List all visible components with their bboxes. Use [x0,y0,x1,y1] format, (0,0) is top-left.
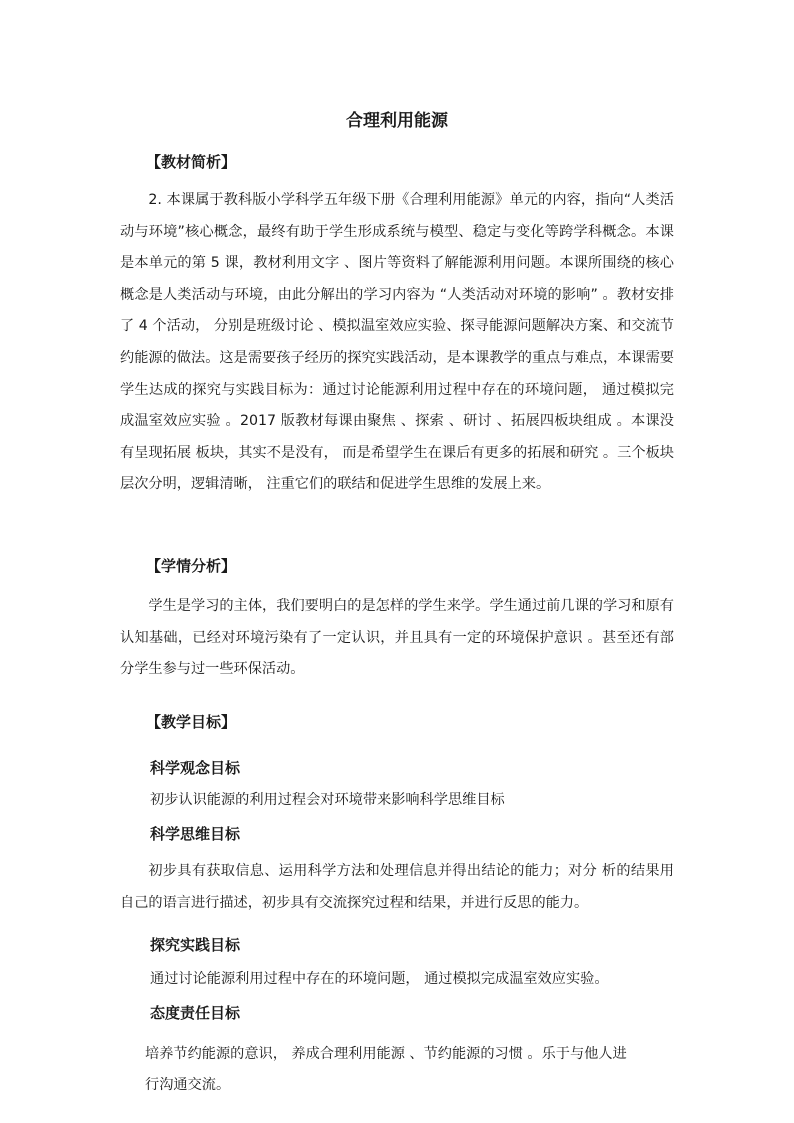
attitude-goal-text-line1: 培养节约能源的意识， 养成合理利用能源 、节约能源的习惯 。乐于与他人进 [145,1046,627,1062]
concept-goal-heading: 科学观念目标 [150,759,241,777]
thinking-goal-heading: 科学思维目标 [150,825,241,843]
attitude-goal-heading: 态度责任目标 [150,1004,241,1022]
concept-goal-text: 初步认识能源的利用过程会对环境带来影响科学思维目标 [150,792,505,808]
practice-goal-text: 通过讨论能源利用过程中存在的环境问题， 通过模拟完成温室效应实验。 [150,971,609,987]
thinking-goal-text: 初步具有获取信息、运用科学方法和处理信息并得出结论的能力；对分 析的结果用自己的语言进行描述，初步具有交流探究过程和结果，并进行反思的能力。 [120,863,674,911]
practice-goal-heading: 探究实践目标 [150,936,241,954]
student-paragraph: 学生是学习的主体，我们要明白的是怎样的学生来学。学生通过前几课的学习和原有认知基础，已经对环境污染有了一定认识，并且具有一定的环境保护意识 。甚至还有部分学生参与过一些环保活动。 [120,598,674,678]
page-title: 合理利用能源 [346,111,448,131]
section-heading-material: 【教材简析】 [146,153,237,171]
attitude-goal-text-line2: 行沟通交流。 [145,1077,231,1093]
section-heading-goals: 【教学目标】 [146,713,237,731]
material-paragraph: 2. 本课属于教科版小学科学五年级下册《合理利用能源》单元的内容，指向“人类活动与环境”核心概念，最终有助于学生形成系统与模型、稳定与变化等跨学科概念。本课是本单元的第 5 课，教材利用文字 、图片等资料了解能源利用问题。本课所围绕的核心概念是人类活动与环境，由此分解出的学习内容为 “人类活动对环境的影响” 。教材安排了 4 个活动， 分别是班级讨论 、模拟温室效应实验、探寻能源问题解决方案、和交流节约能源的做法。这是需要孩子经历的探究实践活动，是本课教学的重点与难点，本课需要学生达成的探究与实践目标为：通过讨论能源利用过程中存在的环境问题， 通过模拟完成温室效应实验 。2017 版教材每课由聚焦 、探索 、研讨 、拓展四板块组成 。本课没有呈现拓展 板块，其实不是没有， 而是希望学生在课后有更多的拓展和研究 。三个板块层次分明，逻辑清晰， 注重它们的联结和促进学生思维的发展上来。 [120,192,674,493]
section-heading-student: 【学情分析】 [146,557,237,575]
